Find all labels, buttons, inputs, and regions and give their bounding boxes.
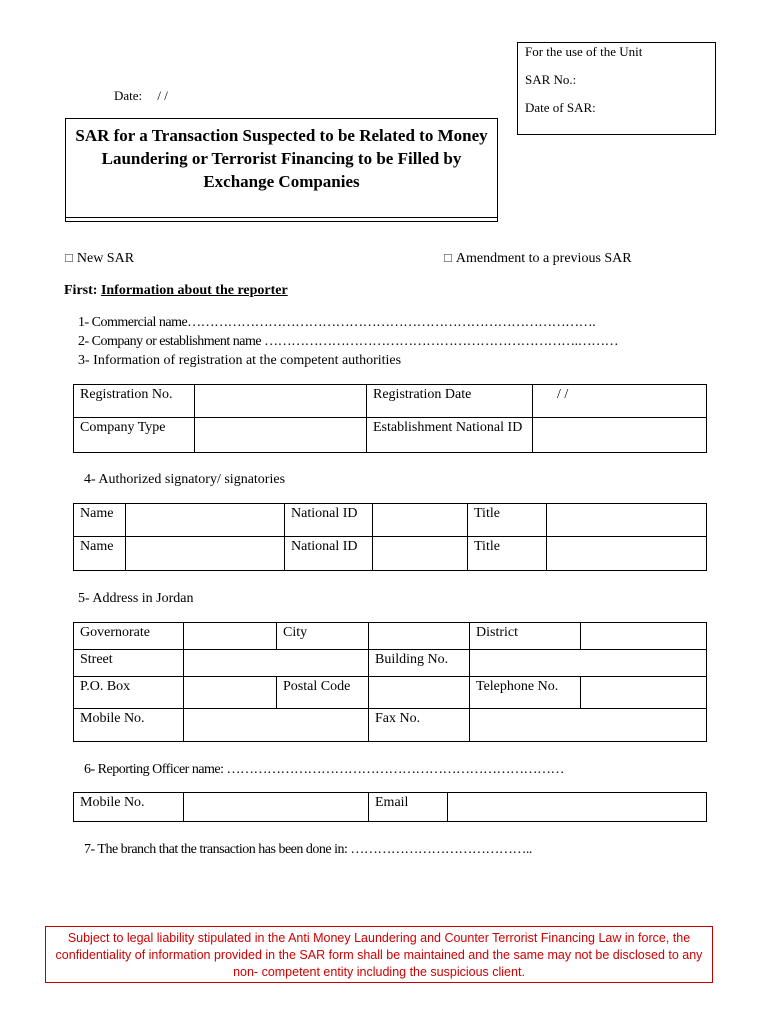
unit-box-heading: For the use of the Unit xyxy=(525,44,643,59)
reg-date-label: Registration Date xyxy=(367,385,533,418)
table-row xyxy=(74,623,707,650)
governorate-field[interactable] xyxy=(184,623,277,650)
table-row xyxy=(74,709,707,742)
reg-date-field[interactable]: / / xyxy=(533,385,707,418)
street-label: Street xyxy=(74,650,184,677)
reg-no-field[interactable] xyxy=(195,385,367,418)
new-sar-option[interactable] xyxy=(64,251,134,267)
item-commercial-name[interactable]: 1- Commercial name………………………………………………………………………………. xyxy=(78,315,596,330)
checkbox-icon[interactable]: ☐ xyxy=(64,252,74,265)
telephone-no-label: Telephone No. xyxy=(470,677,581,709)
officer-email-field[interactable] xyxy=(448,793,707,822)
unit-use-box xyxy=(517,42,716,135)
po-box-label: P.O. Box xyxy=(74,677,184,709)
national-id-field[interactable] xyxy=(373,537,468,571)
table-row xyxy=(74,418,707,453)
table-row xyxy=(74,793,707,822)
signatory-table xyxy=(73,503,707,571)
est-national-id-field[interactable] xyxy=(533,418,707,453)
name-field[interactable] xyxy=(126,504,285,537)
est-national-id-label: Establishment National ID xyxy=(367,418,533,453)
fax-no-label: Fax No. xyxy=(369,709,470,742)
table-row xyxy=(74,650,707,677)
form-title: SAR for a Transaction Suspected to be Related to Money Laundering or Terrorist Financing to be Filled by Exchange Companies xyxy=(75,126,488,191)
city-field[interactable] xyxy=(369,623,470,650)
national-id-label: National ID xyxy=(285,504,373,537)
city-label: City xyxy=(277,623,369,650)
amendment-label: Amendment to a previous SAR xyxy=(455,251,632,266)
form-title-box xyxy=(65,118,498,222)
item-company-name[interactable]: 2- Company or establishment name …………………………………………………………….……… xyxy=(78,334,619,349)
fax-no-field[interactable] xyxy=(470,709,707,742)
section-prefix: First: xyxy=(64,283,98,298)
national-id-field[interactable] xyxy=(373,504,468,537)
national-id-label: National ID xyxy=(285,537,373,571)
building-no-label: Building No. xyxy=(369,650,470,677)
building-no-field[interactable] xyxy=(470,650,707,677)
governorate-label: Governorate xyxy=(74,623,184,650)
mobile-no-label: Mobile No. xyxy=(74,709,184,742)
name-label: Name xyxy=(74,504,126,537)
confidentiality-notice: Subject to legal liability stipulated in the Anti Money Laundering and Counter Terrorist Financing Law in force, the confidentiality of information provided in the SAR form shall be maintained and the same may not be disclosed to any non- competent entity including the suspicious client. xyxy=(45,926,713,983)
table-row xyxy=(74,537,707,571)
item-registration-info: 3- Information of registration at the competent authorities xyxy=(78,353,402,368)
title-field[interactable] xyxy=(547,504,707,537)
amendment-option[interactable] xyxy=(443,251,632,267)
officer-table xyxy=(73,792,707,822)
new-sar-label: New SAR xyxy=(76,251,135,266)
street-field[interactable] xyxy=(184,650,369,677)
address-table xyxy=(73,622,707,742)
officer-email-label: Email xyxy=(369,793,448,822)
officer-mobile-field[interactable] xyxy=(184,793,369,822)
po-box-field[interactable] xyxy=(184,677,277,709)
date-label: Date: xyxy=(114,88,143,103)
name-field[interactable] xyxy=(126,537,285,571)
district-label: District xyxy=(470,623,581,650)
item-branch[interactable]: 7- The branch that the transaction has been done in: ………………………………….. xyxy=(84,842,532,857)
item-address: 5- Address in Jordan xyxy=(78,591,194,606)
postal-code-label: Postal Code xyxy=(277,677,369,709)
table-row xyxy=(74,677,707,709)
table-row xyxy=(74,504,707,537)
mobile-no-field[interactable] xyxy=(184,709,369,742)
telephone-no-field[interactable] xyxy=(581,677,707,709)
item-reporting-officer[interactable]: 6- Reporting Officer name: ………………………………………………………………… xyxy=(84,762,565,777)
date-row xyxy=(114,88,168,104)
registration-table xyxy=(73,384,707,453)
company-type-field[interactable] xyxy=(195,418,367,453)
date-value[interactable]: / / xyxy=(157,88,168,103)
title-label: Title xyxy=(468,504,547,537)
title-field[interactable] xyxy=(547,537,707,571)
title-rule xyxy=(66,217,497,218)
checkbox-icon[interactable]: ☐ xyxy=(443,252,453,265)
title-label: Title xyxy=(468,537,547,571)
officer-mobile-label: Mobile No. xyxy=(74,793,184,822)
table-row xyxy=(74,385,707,418)
name-label: Name xyxy=(74,537,126,571)
district-field[interactable] xyxy=(581,623,707,650)
date-of-sar-label: Date of SAR: xyxy=(525,100,596,115)
item-signatories: 4- Authorized signatory/ signatories xyxy=(84,472,286,487)
sar-no-label: SAR No.: xyxy=(525,72,577,87)
company-type-label: Company Type xyxy=(74,418,195,453)
section-heading xyxy=(64,283,288,299)
reg-no-label: Registration No. xyxy=(74,385,195,418)
postal-code-field[interactable] xyxy=(369,677,470,709)
section-title: Information about the reporter xyxy=(100,283,288,298)
